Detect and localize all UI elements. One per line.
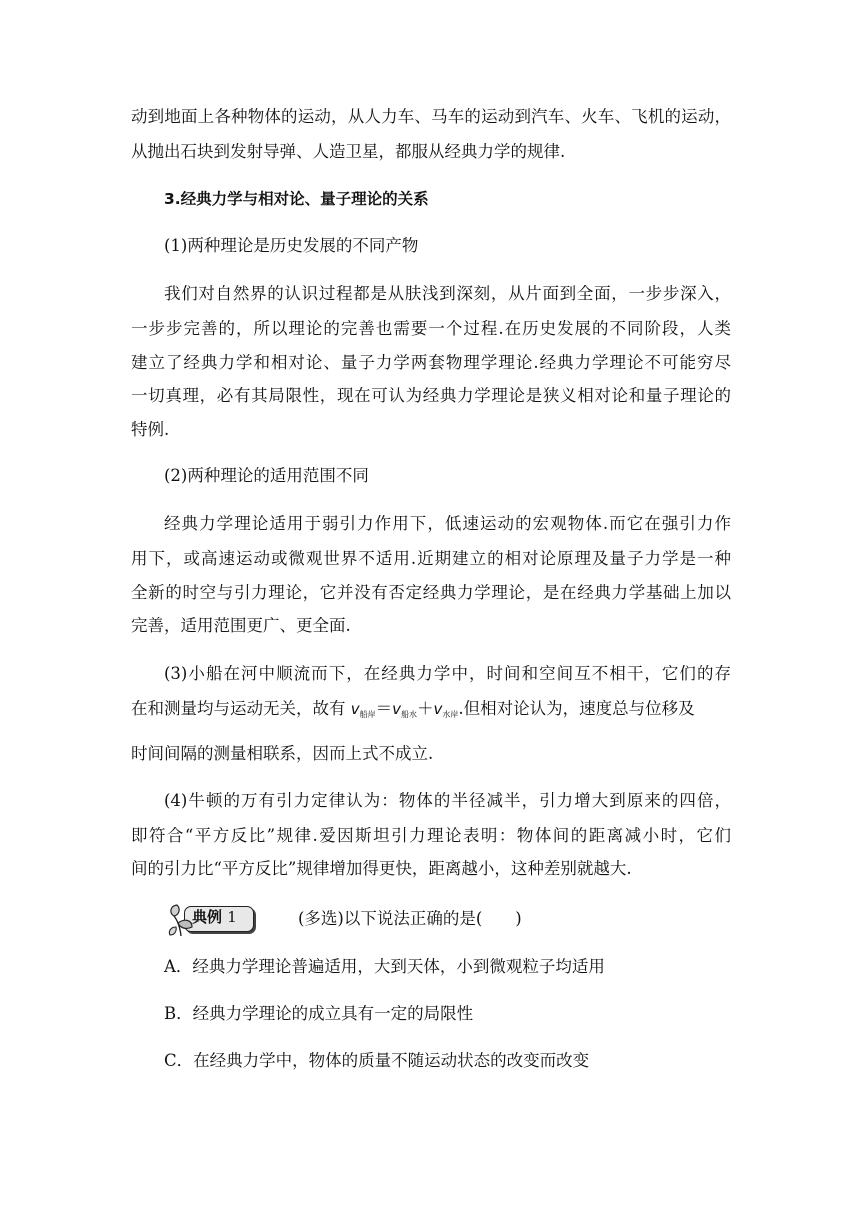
point-3-line-2-text-b: .但相对论认为，速度总与位移及 <box>458 699 695 718</box>
point-3-line-2-text-a: 在和测量均与运动无关，故有 <box>131 699 346 718</box>
point-1-line-2: 一步步完善的，所以理论的完善也需要一个过程.在历史发展的不同阶段，人类 <box>131 319 731 338</box>
example-badge-label <box>192 907 237 927</box>
velocity-symbol: v <box>433 700 443 718</box>
point-4-line-2: 即符合“平方反比”规律.爱因斯坦引力理论表明：物体间的距离减小时，它们 <box>131 826 731 845</box>
option-a: A．经典力学理论普遍适用，大到天体，小到微观粒子均适用 <box>164 957 605 976</box>
point-2-line-2: 用下，或高速运动或微观世界不适用.近期建立的相对论原理及量子力学是一种 <box>131 549 731 568</box>
point-3-line-1: (3)小船在河中顺流而下，在经典力学中，时间和空间互不相干，它们的存 <box>164 664 731 683</box>
subscript-boat-shore: 船岸 <box>359 710 376 719</box>
section-3-heading: 3.经典力学与相对论、量子理论的关系 <box>164 190 429 208</box>
leaf-icon <box>168 903 194 937</box>
point-1-line-4: 一切真理，必有其局限性，现在可认为经典力学理论是狭义相对论和量子理论的 <box>131 386 731 405</box>
intro-line-2: 从抛出石块到发射导弹、人造卫星，都服从经典力学的规律. <box>131 142 566 161</box>
example-badge-number: 1 <box>227 908 237 926</box>
point-3-line-2 <box>131 698 731 726</box>
subscript-boat-water: 船水 <box>401 710 418 719</box>
velocity-symbol: v <box>350 700 360 718</box>
point-1-line-5: 特例. <box>131 420 170 439</box>
option-c: C．在经典力学中，物体的质量不随运动状态的改变而改变 <box>164 1051 590 1070</box>
velocity-symbol: v <box>392 700 402 718</box>
example-badge-word: 典例 <box>192 908 223 926</box>
point-2-line-4: 完善，适用范围更广、更全面. <box>131 616 351 635</box>
point-2-title: (2)两种理论的适用范围不同 <box>164 466 369 485</box>
point-2-line-3: 全新的时空与引力理论，它并没有否定经典力学理论，是在经典力学基础上加以 <box>131 583 731 602</box>
example-question: (多选)以下说法正确的是( ) <box>298 909 522 928</box>
subscript-water-shore: 水岸 <box>442 710 459 719</box>
point-3-line-3: 时间间隔的测量相联系，因而上式不成立. <box>131 744 434 763</box>
point-4-line-3: 间的引力比“平方反比”规律增加得更快，距离越小，这种差别就越大. <box>131 859 632 878</box>
equals-sign: ＝ <box>375 699 393 718</box>
option-b: B．经典力学理论的成立具有一定的局限性 <box>164 1004 474 1023</box>
point-2-line-1: 经典力学理论适用于弱引力作用下，低速运动的宏观物体.而它在强引力作 <box>164 514 731 533</box>
point-4-line-1: (4)牛顿的万有引力定律认为：物体的半径减半，引力增大到原来的四倍， <box>164 791 731 810</box>
point-1-title: (1)两种理论是历史发展的不同产物 <box>164 236 419 255</box>
intro-line-1: 动到地面上各种物体的运动，从人力车、马车的运动到汽车、火车、飞机的运动， <box>131 107 731 126</box>
point-1-line-3: 建立了经典力学和相对论、量子力学两套物理学理论.经典力学理论不可能穷尽 <box>131 353 731 372</box>
point-1-line-1: 我们对自然界的认识过程都是从肤浅到深刻，从片面到全面，一步步深入， <box>164 284 731 303</box>
plus-sign: ＋ <box>417 699 434 718</box>
example-badge <box>168 903 254 933</box>
